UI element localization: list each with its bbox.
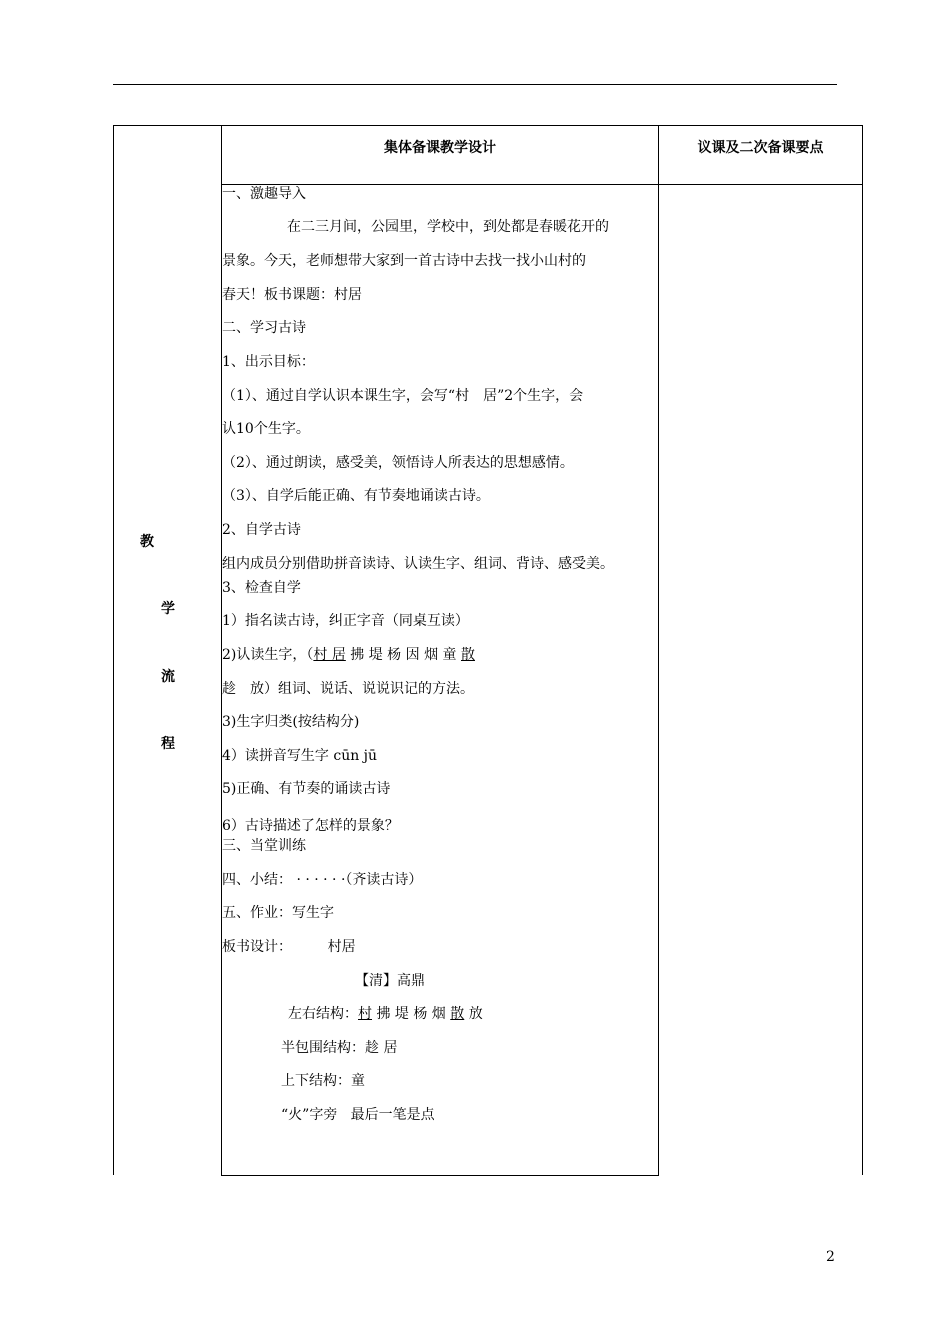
board-half-enclosure: 半包围结构：趁 居 (281, 1040, 398, 1056)
board-left-right (288, 1006, 483, 1022)
board-design-author: 【清】高鼎 (355, 973, 425, 989)
section-homework: 五、作业：写生字 (222, 905, 334, 921)
self-study-text: 组内成员分别借助拼音读诗、认读生字、组词、背诗、感受美。 (222, 556, 614, 572)
board-top-bottom: 上下结构：童 (281, 1073, 365, 1089)
check-item-2-chars: 拂 堤 杨 因 烟 童 (345, 647, 461, 663)
section-summary: 四、小结： · · · · · ·（齐读古诗） (222, 872, 423, 888)
board-fire-radical: “火”字旁 最后一笔是点 (281, 1107, 435, 1123)
self-study-heading: 2、自学古诗 (222, 522, 301, 538)
goal-1-line-1: （1）、通过自学认识本课生字，会写“村 居”2个生字，会 (222, 388, 584, 404)
check-item-2-prefix: 2)认读生字，（ (222, 647, 314, 663)
intro-text-1: 在二三月间，公园里，学校中，到处都是春暖花开的 (287, 219, 609, 235)
section-practice-heading: 三、当堂训练 (222, 838, 306, 854)
side-label-1: 教 (140, 534, 154, 550)
table-bottom-border (221, 1175, 659, 1176)
side-label-2: 学 (161, 601, 175, 617)
table-top-border (113, 125, 863, 126)
board-left-right-label: 左右结构： (288, 1006, 358, 1022)
section-intro-heading: 一、激趣导入 (222, 186, 306, 202)
table-right-border (862, 125, 863, 1175)
board-design-title: 板书设计： 村居 (222, 939, 356, 955)
check-heading: 3、检查自学 (222, 580, 301, 596)
header-notes: 议课及二次备课要点 (697, 140, 824, 156)
check-item-1: 1）指名读古诗，纠正字音（同桌互读） (222, 613, 469, 629)
check-item-2 (222, 647, 475, 663)
section-study-heading: 二、学习古诗 (222, 320, 306, 336)
board-left-right-last: 放 (464, 1006, 483, 1022)
goals-heading: 1、出示目标： (222, 354, 315, 370)
board-left-right-chars: 拂 堤 杨 烟 (372, 1006, 451, 1022)
underlined-chars-1: 村 居 (313, 647, 346, 663)
header-rule (113, 84, 837, 85)
check-item-6: 6）古诗描述了怎样的景象？ (222, 818, 399, 834)
check-item-4: 4）读拼音写生字 cūn jū (222, 748, 378, 764)
table-header-border (221, 184, 863, 185)
goal-2: （2）、通过朗读，感受美，领悟诗人所表达的思想感情。 (222, 455, 574, 471)
board-underlined-2: 散 (450, 1006, 465, 1022)
table-col2-border (658, 125, 659, 1176)
intro-text-2: 景象。今天，老师想带大家到一首古诗中去找一找小山村的 (222, 253, 586, 269)
side-label-3: 流 (161, 669, 175, 685)
check-item-5: 5)正确、有节奏的诵读古诗 (222, 781, 391, 797)
side-label-4: 程 (161, 736, 175, 752)
board-underlined-1: 村 (358, 1006, 372, 1022)
page-number: 2 (826, 1249, 835, 1265)
check-item-2-cont: 趁 放）组词、说话、说说识记的方法。 (222, 681, 474, 697)
header-design: 集体备课教学设计 (384, 140, 496, 156)
intro-text-3: 春天！板书课题：村居 (222, 287, 362, 303)
table-left-border (113, 125, 114, 1175)
underlined-chars-2: 散 (460, 647, 475, 663)
goal-3: （3）、自学后能正确、有节奏地诵读古诗。 (222, 488, 490, 504)
goal-1-line-2: 认10个生字。 (222, 421, 310, 437)
check-item-3: 3)生字归类(按结构分) (222, 714, 360, 730)
